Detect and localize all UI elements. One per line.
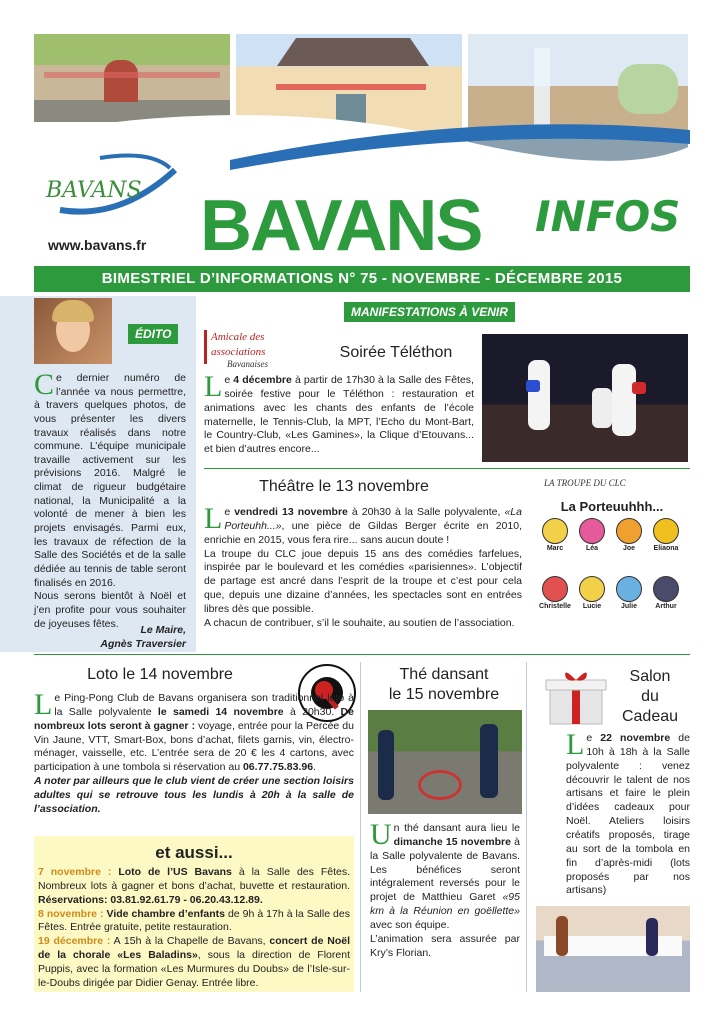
- telethon-text: Le 4 décembre à partir de 17h30 à la Salle des Fêtes, soirée festive pour le Téléthon : restauration et animations avec les chants des enfants de l’école maternelle, le Tennis-Club, la MPT, l’Echo du Mont-Bart, le Country-Club, «Les Gamines», la Clique d’Etouvans... et bien d’autres encore...: [204, 370, 474, 456]
- telethon-separator: [204, 468, 690, 469]
- bavans-logo: [40, 150, 180, 220]
- loto-title: Loto le 14 novembre: [87, 666, 233, 683]
- poster-face: Joe: [612, 518, 646, 553]
- poster-face: Léa: [575, 518, 609, 553]
- issue-banner: BIMESTRIEL D’INFORMATIONS N° 75 - NOVEMBRE - DÉCEMBRE 2015: [34, 266, 690, 292]
- mayor-photo: [34, 298, 112, 364]
- aussi-title: et aussi...: [155, 843, 233, 862]
- aussi-item: 8 novembre : Vide chambre d’enfants de 9h à 17h à la Salle des Fêtes. Entrée gratuite, petite restauration.: [38, 907, 350, 934]
- vsep-1: [360, 662, 361, 992]
- poster-face: Arthur: [649, 576, 683, 611]
- telethon-title: Soirée Téléthon: [339, 344, 453, 361]
- site-url[interactable]: www.bavans.fr: [48, 237, 147, 253]
- the-title-line1: Thé dansant: [399, 666, 489, 683]
- poster-face: Marc: [538, 518, 572, 553]
- aussi-item: 19 décembre : A 15h à la Chapelle de Bavans, concert de Noël de la chorale «Les Baladins», sous la direction de Florent Puppis, avec la formation «Les Murmures du Doubs» de l’Isle-sur-le-Doubs dirigée par Didier Genay. Entrée libre.: [38, 935, 350, 989]
- salon-title-1: Salon: [629, 668, 671, 685]
- amicale-logo: Amicale des associations Bavanaises: [204, 330, 312, 364]
- logo-text: BAVANS: [46, 178, 142, 203]
- salon-title-3: Cadeau: [621, 708, 679, 725]
- theatre-title: Théâtre le 13 novembre: [259, 478, 429, 495]
- gift-icon: [544, 666, 608, 726]
- manifestations-tag: MANIFESTATIONS À VENIR: [344, 302, 515, 322]
- theatre-poster: [534, 478, 690, 638]
- the-text: Un thé dansant aura lieu le dimanche 15 novembre à la Salle polyvalente de Bavans. Les bénéfices seront intégralement reversés pour le projet de Matthieu Garet «95 km à la Réunion en goëllette» avec son équipe. L’animation sera assurée par Kry’s Florian.: [370, 818, 520, 959]
- the-title-line2: le 15 novembre: [388, 686, 500, 703]
- poster-face: Julie: [612, 576, 646, 611]
- loto-text: Le Ping-Pong Club de Bavans organisera son traditionnel loto à la Salle polyvalente le samedi 14 novembre à 20h30. De nombreux lots seront à gagner : voyage, entrée pour la Percée du Vin Jaune, VTT, Smart-Box, bons d’achat, filets garnis, vin, électro-ménager, vaisselle, etc. L’entrée sera de 20 € les 4 cartons, avec participation à une tombola si réservation au 06.77.75.83.96. A noter par ailleurs que le club vient de créer une section loisirs adultes qui se retrouve tous les lundis à 20h à la salle de l’association.: [34, 688, 354, 815]
- salon-photo: [536, 906, 690, 992]
- masthead-infos: INFOS: [535, 192, 681, 241]
- marche-photo: [368, 710, 522, 814]
- poster-face: Eliaona: [649, 518, 683, 553]
- poster-faces: [538, 518, 688, 636]
- poster-troupe-label: LA TROUPE DU CLC: [544, 478, 626, 488]
- salon-text: Le 22 novembre de 10h à 18h à la Salle polyvalente : venez découvrir le talent de nos artisans et faire le plein d’idées cadeaux pour Noël. Ateliers loisirs créatifs proposés, tirage au sort de la tombola en fin d’après-midi (lots proposés par nos artisans): [566, 728, 690, 897]
- edito-tag: ÉDITO: [128, 324, 178, 344]
- poster-face: Christelle: [538, 576, 572, 611]
- poster-face: Lucie: [575, 576, 609, 611]
- edito-sign-role: Le Maire,: [140, 624, 186, 636]
- aussi-item: 7 novembre : Loto de l’US Bavans à la Salle des Fêtes. Nombreux lots à gagner et bons d’achat, buvette et restauration. Réservations: 03.81.92.61.79 - 06.20.43.12.89.: [38, 866, 351, 906]
- theatre-text: Le vendredi 13 novembre à 20h30 à la Salle polyvalente, «La Porteuhh...», une pièce de Gildas Berger écrite en 2010, enrichie en 2015, vous fera rire... sans aucun doute ! La troupe du CLC joue depuis 15 ans des comédies farfelues, inspirée par le boulevard et les comédies «parisiennes». L’objectif de partage est ancré dans l’esprit de la troupe et c’est pour cela que, depuis une dizaine d’années, les spectacles sont en entrées libres dès que possible. A chacun de contribuer, s’il le souhaite, au soutien de l’association.: [204, 502, 522, 629]
- edito-text: Ce dernier numéro de l’année va nous permettre, à travers quelques photos, de vous présenter les divers travaux réalisés dans notre commune. L’équipe municipale travaille activement sur les prévisions 2016. Malgré le climat de rigueur budgétaire national, la Municipalité a la volonté de mener à bien les projets envisagés. Parmi eux, les travaux de réfection de la Salle des Sociétés et de la salle dédiée au tennis de table seront finalisés en 2016. Nous serons bientôt à Noël et j’en profite pour vous souhaiter de joyeuses fêtes.: [34, 368, 186, 630]
- masthead-title: BAVANS: [200, 186, 482, 266]
- poster-title: La Porteuuhhh...: [560, 498, 664, 514]
- middle-separator: [34, 654, 690, 655]
- aussi-text: [38, 866, 350, 991]
- edito-sign-name: Agnès Traversier: [100, 638, 186, 650]
- edito-dropcap: C: [34, 368, 55, 401]
- karate-photo: [482, 334, 688, 462]
- salon-title-2: du: [641, 688, 659, 705]
- vsep-2: [526, 662, 527, 992]
